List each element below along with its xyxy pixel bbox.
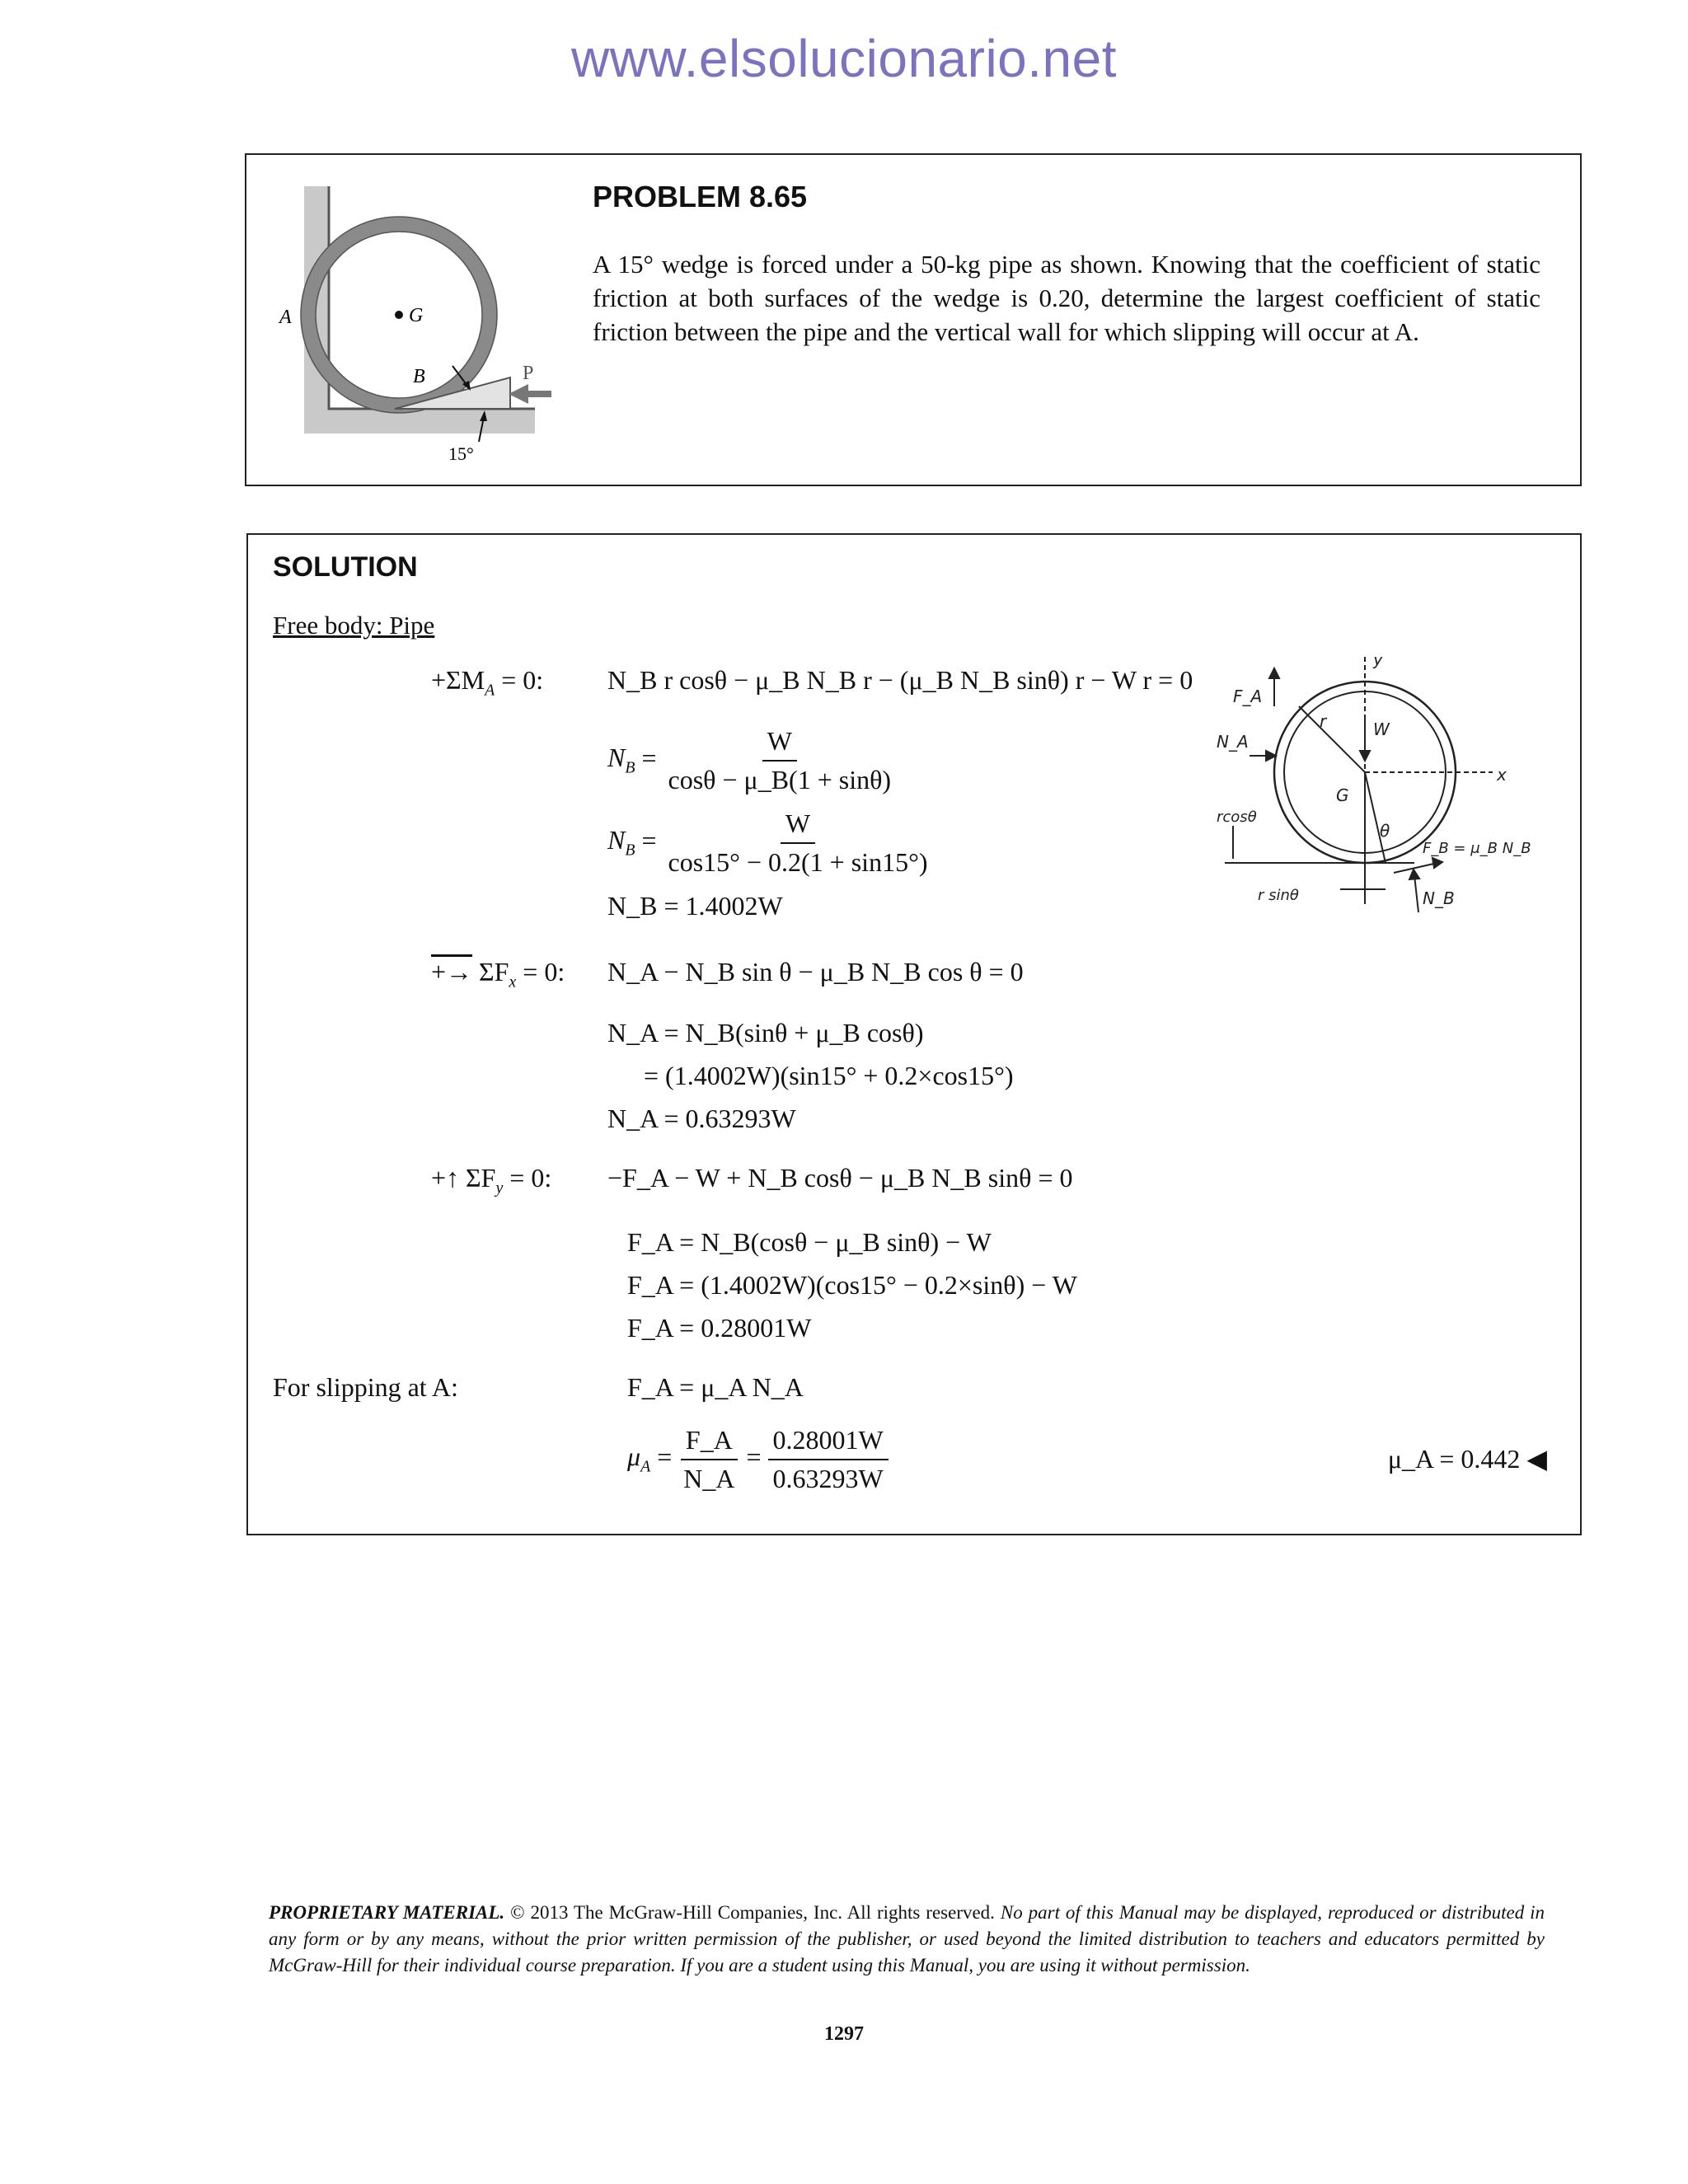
fa-line-2: F_A = (1.4002W)(cos15° − 0.2×sinθ) − W: [627, 1270, 1077, 1300]
fbd-label-g: G: [1336, 785, 1349, 805]
solution-box: [246, 533, 1582, 1535]
footer-lead: PROPRIETARY MATERIAL.: [269, 1902, 505, 1923]
center-g-dot: [395, 311, 403, 319]
watermark-top: www.elsolucionario.net: [571, 29, 1117, 88]
fa-line-1: F_A = N_B(cosθ − μ_B sinθ) − W: [627, 1227, 992, 1257]
label-a: A: [279, 307, 292, 328]
na-line-3: N_A = 0.63293W: [607, 1104, 796, 1133]
nb-value: N_B = 1.4002W: [607, 891, 783, 921]
footer-copyright: © 2013 The McGraw-Hill Companies, Inc. All rights reserved.: [510, 1902, 995, 1923]
floor: [304, 409, 535, 434]
sum-ma-equation: N_B r cosθ − μ_B N_B r − (μ_B N_B sinθ) r − W r = 0: [607, 665, 1193, 695]
slip-equation: F_A = μ_A N_A: [627, 1372, 804, 1402]
fbd-label-x: x: [1497, 765, 1507, 785]
mu-a-fraction: $\mu_A$ = $\frac{F\_A}{N\_A}$ = $\frac{0.28001W}{0.63293W}$: [627, 1425, 889, 1494]
sum-fy-equation: −F_A − W + N_B cosθ − μ_B N_B sinθ = 0: [607, 1163, 1073, 1193]
problem-figure: [263, 170, 560, 475]
fa-line-3: F_A = 0.28001W: [627, 1313, 812, 1343]
fbd-label-rcos: rcosθ: [1217, 808, 1257, 826]
label-g: G: [409, 305, 424, 326]
slip-label: For slipping at A:: [273, 1372, 458, 1402]
problem-statement: A 15° wedge is forced under a 50-kg pipe as shown. Knowing that the coefficient of static friction at both surfaces of the wedge is 0.20, determine the largest coefficient of static friction between the pipe and the vertical wall for which slipping will occur at A.: [593, 250, 1540, 346]
free-body-diagram: [1217, 657, 1546, 921]
problem-box: [245, 153, 1582, 486]
copyright-footer: [269, 1900, 1545, 1979]
na-line-2: = (1.4002W)(sin15° + 0.2×cos15°): [644, 1061, 1014, 1090]
solution-title: SOLUTION: [273, 551, 418, 583]
fbd-label-theta: θ: [1380, 821, 1390, 841]
fbd-label-r: r: [1320, 711, 1327, 731]
fbd-label-w: W: [1373, 719, 1390, 739]
nb-num-2: W: [781, 808, 815, 844]
nb-fraction-1: $N_B$ = $\frac{W}{\cos\theta - \mu\_B(1 + \sin\theta)}$: [607, 726, 896, 795]
sum-fx-equation: N_A − N_B sin θ − μ_B N_B cos θ = 0: [607, 957, 1024, 987]
nb-den-2: cos15° − 0.2(1 + sin15°): [668, 847, 928, 877]
fbd-label-fb: F_B = μ_B N_B: [1423, 840, 1531, 857]
fbd-label-na: N_A: [1217, 732, 1249, 752]
fbd-label-y: y: [1373, 657, 1383, 669]
problem-title: PROBLEM 8.65: [593, 180, 808, 213]
label-angle: 15°: [448, 443, 474, 464]
answer-marker-icon: ◀: [1526, 1444, 1547, 1474]
nb-num-1: W: [762, 726, 797, 762]
nb-den-1: cosθ − μ_B(1 + sinθ): [668, 765, 892, 794]
fbd-label-fa: F_A: [1233, 687, 1263, 706]
sum-fx-label: +→ $\Sigma F_x = 0$:: [431, 957, 565, 991]
fbd-label-nb: N_B: [1423, 888, 1455, 908]
label-b: B: [413, 366, 425, 387]
page-number: 1297: [824, 2023, 864, 2045]
nb-fraction-2: $N_B$ = $\frac{W}{\cos 15^\circ - 0.2(1 + \sin 15^\circ)}$: [607, 808, 933, 878]
sum-ma-label: $+\Sigma M_A = 0$:: [431, 665, 544, 700]
sum-fy-label: +↑ $\Sigma F_y = 0$:: [431, 1163, 552, 1197]
fbd-label-rsin: r sinθ: [1258, 887, 1299, 904]
na-line-1: N_A = N_B(sinθ + μ_B cosθ): [607, 1018, 924, 1047]
free-body-subtitle: Free body: Pipe: [273, 611, 435, 640]
final-answer: μ_A = 0.442 ◀: [1387, 1444, 1547, 1474]
footer-notice: No part of this Manual may be displayed, reproduced or distributed in any form or by any means, without the prior written permission of the publisher, or used beyond the limited distribution to teachers and educators permitted by McGraw-Hill for their individual course preparation. If you are a student using this Manual, you are using it without permission.: [269, 1902, 1545, 1975]
label-p: P: [523, 363, 534, 384]
